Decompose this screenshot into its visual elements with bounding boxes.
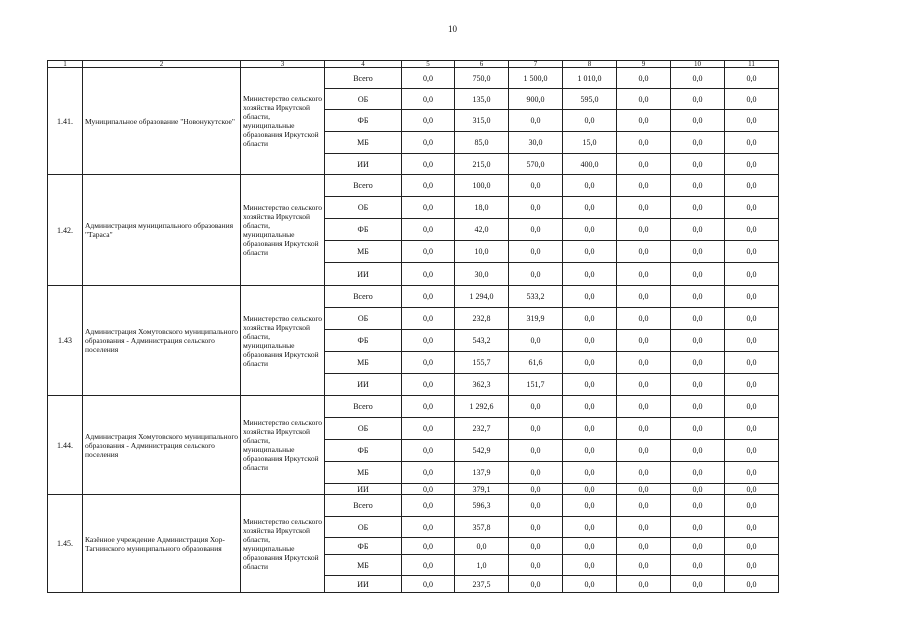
column-number-row — [48, 61, 779, 68]
column-number: 7 — [509, 61, 563, 68]
amount-cell: 0,0 — [402, 462, 455, 484]
amount-cell: 0,0 — [671, 374, 725, 396]
amount-cell: 0,0 — [725, 374, 779, 396]
table-row — [48, 175, 779, 197]
amount-cell: 400,0 — [563, 154, 617, 175]
amount-cell: 0,0 — [617, 352, 671, 374]
responsible-executor: Министерство сельского хозяйства Иркутской области, муниципальные образования Иркутской области — [241, 396, 325, 495]
amount-cell: 0,0 — [509, 110, 563, 132]
funding-source: ОБ — [325, 308, 402, 330]
amount-cell: 30,0 — [509, 132, 563, 154]
row-number: 1.45. — [48, 495, 83, 593]
row-number: 1.44. — [48, 396, 83, 495]
funding-source: МБ — [325, 555, 402, 576]
amount-cell: 0,0 — [617, 263, 671, 286]
amount-cell: 0,0 — [671, 197, 725, 219]
amount-cell: 0,0 — [671, 175, 725, 197]
funding-source: Всего — [325, 68, 402, 89]
row-number: 1.41. — [48, 68, 83, 175]
amount-cell: 0,0 — [402, 495, 455, 517]
amount-cell: 0,0 — [617, 462, 671, 484]
amount-cell: 0,0 — [725, 462, 779, 484]
amount-cell: 0,0 — [563, 555, 617, 576]
amount-cell: 0,0 — [671, 576, 725, 593]
amount-cell: 155,7 — [455, 352, 509, 374]
amount-cell: 0,0 — [617, 517, 671, 538]
funding-source: ФБ — [325, 110, 402, 132]
amount-cell: 0,0 — [563, 495, 617, 517]
funding-source: ОБ — [325, 517, 402, 538]
amount-cell: 0,0 — [509, 330, 563, 352]
amount-cell: 0,0 — [617, 396, 671, 418]
amount-cell: 0,0 — [671, 418, 725, 440]
amount-cell: 215,0 — [455, 154, 509, 175]
row-number: 1.42. — [48, 175, 83, 286]
amount-cell: 0,0 — [509, 197, 563, 219]
amount-cell: 1 500,0 — [509, 68, 563, 89]
amount-cell: 0,0 — [617, 576, 671, 593]
amount-cell: 0,0 — [563, 484, 617, 495]
amount-cell: 0,0 — [402, 110, 455, 132]
amount-cell: 0,0 — [509, 517, 563, 538]
organization-name: Администрация Хомутовского муниципального образования - Администрация сельского поселения — [83, 396, 241, 495]
amount-cell: 237,5 — [455, 576, 509, 593]
funding-source: ИИ — [325, 154, 402, 175]
amount-cell: 1 294,0 — [455, 286, 509, 308]
column-number: 1 — [48, 61, 83, 68]
amount-cell: 0,0 — [563, 241, 617, 263]
amount-cell: 0,0 — [563, 538, 617, 555]
organization-name: Администрация Хомутовского муниципального образования - Администрация сельского поселения — [83, 286, 241, 396]
amount-cell: 0,0 — [671, 263, 725, 286]
table-row — [48, 396, 779, 418]
amount-cell: 0,0 — [725, 175, 779, 197]
funding-source: МБ — [325, 352, 402, 374]
amount-cell: 0,0 — [617, 110, 671, 132]
amount-cell: 0,0 — [671, 219, 725, 241]
amount-cell: 0,0 — [509, 241, 563, 263]
amount-cell: 0,0 — [725, 132, 779, 154]
amount-cell: 0,0 — [617, 175, 671, 197]
amount-cell: 0,0 — [725, 263, 779, 286]
amount-cell: 0,0 — [509, 418, 563, 440]
amount-cell: 0,0 — [617, 241, 671, 263]
funding-source: Всего — [325, 286, 402, 308]
responsible-executor: Министерство сельского хозяйства Иркутской области, муниципальные образования Иркутской области — [241, 495, 325, 593]
amount-cell: 0,0 — [563, 374, 617, 396]
amount-cell: 0,0 — [617, 555, 671, 576]
funding-source: Всего — [325, 175, 402, 197]
column-number: 10 — [671, 61, 725, 68]
amount-cell: 0,0 — [402, 555, 455, 576]
amount-cell: 0,0 — [402, 440, 455, 462]
amount-cell: 1,0 — [455, 555, 509, 576]
amount-cell: 0,0 — [402, 396, 455, 418]
amount-cell: 0,0 — [563, 286, 617, 308]
table-row — [48, 495, 779, 517]
amount-cell: 0,0 — [563, 396, 617, 418]
amount-cell: 0,0 — [617, 484, 671, 495]
amount-cell: 0,0 — [671, 396, 725, 418]
amount-cell: 0,0 — [671, 484, 725, 495]
amount-cell: 85,0 — [455, 132, 509, 154]
amount-cell: 0,0 — [509, 538, 563, 555]
funding-source: ФБ — [325, 330, 402, 352]
column-number: 11 — [725, 61, 779, 68]
column-number: 4 — [325, 61, 402, 68]
amount-cell: 0,0 — [671, 352, 725, 374]
amount-cell: 0,0 — [617, 440, 671, 462]
amount-cell: 0,0 — [402, 263, 455, 286]
amount-cell: 0,0 — [509, 263, 563, 286]
funding-source: ИИ — [325, 576, 402, 593]
amount-cell: 0,0 — [725, 68, 779, 89]
funding-source: ИИ — [325, 484, 402, 495]
amount-cell: 0,0 — [725, 241, 779, 263]
amount-cell: 0,0 — [671, 68, 725, 89]
amount-cell: 0,0 — [671, 495, 725, 517]
amount-cell: 0,0 — [725, 396, 779, 418]
amount-cell: 0,0 — [725, 555, 779, 576]
amount-cell: 0,0 — [617, 418, 671, 440]
amount-cell: 0,0 — [671, 555, 725, 576]
amount-cell: 0,0 — [725, 440, 779, 462]
column-number: 6 — [455, 61, 509, 68]
amount-cell: 0,0 — [671, 517, 725, 538]
amount-cell: 362,3 — [455, 374, 509, 396]
amount-cell: 0,0 — [617, 68, 671, 89]
amount-cell: 0,0 — [402, 219, 455, 241]
amount-cell: 596,3 — [455, 495, 509, 517]
amount-cell: 100,0 — [455, 175, 509, 197]
responsible-executor: Министерство сельского хозяйства Иркутской области, муниципальные образования Иркутской области — [241, 286, 325, 396]
amount-cell: 0,0 — [725, 484, 779, 495]
amount-cell: 0,0 — [725, 330, 779, 352]
amount-cell: 0,0 — [563, 517, 617, 538]
amount-cell: 379,1 — [455, 484, 509, 495]
organization-name: Администрация муниципального образования "Тараса" — [83, 175, 241, 286]
amount-cell: 0,0 — [402, 418, 455, 440]
amount-cell: 0,0 — [509, 484, 563, 495]
amount-cell: 0,0 — [509, 462, 563, 484]
column-number: 5 — [402, 61, 455, 68]
funding-source: МБ — [325, 132, 402, 154]
responsible-executor: Министерство сельского хозяйства Иркутской области, муниципальные образования Иркутской области — [241, 68, 325, 175]
amount-cell: 0,0 — [509, 396, 563, 418]
amount-cell: 0,0 — [617, 495, 671, 517]
amount-cell: 0,0 — [725, 495, 779, 517]
amount-cell: 0,0 — [671, 132, 725, 154]
amount-cell: 357,8 — [455, 517, 509, 538]
amount-cell: 0,0 — [671, 440, 725, 462]
amount-cell: 0,0 — [509, 219, 563, 241]
amount-cell: 0,0 — [402, 538, 455, 555]
amount-cell: 0,0 — [402, 374, 455, 396]
amount-cell: 0,0 — [402, 68, 455, 89]
column-number: 8 — [563, 61, 617, 68]
amount-cell: 0,0 — [402, 576, 455, 593]
amount-cell: 0,0 — [671, 308, 725, 330]
funding-source: ОБ — [325, 89, 402, 110]
amount-cell: 0,0 — [617, 330, 671, 352]
funding-source: ФБ — [325, 538, 402, 555]
amount-cell: 0,0 — [563, 440, 617, 462]
funding-source: ОБ — [325, 418, 402, 440]
column-number: 3 — [241, 61, 325, 68]
amount-cell: 0,0 — [617, 374, 671, 396]
amount-cell: 0,0 — [402, 197, 455, 219]
amount-cell: 0,0 — [509, 576, 563, 593]
amount-cell: 1 010,0 — [563, 68, 617, 89]
funding-source: МБ — [325, 462, 402, 484]
amount-cell: 0,0 — [617, 197, 671, 219]
amount-cell: 0,0 — [563, 418, 617, 440]
amount-cell: 18,0 — [455, 197, 509, 219]
amount-cell: 30,0 — [455, 263, 509, 286]
amount-cell: 0,0 — [563, 576, 617, 593]
amount-cell: 0,0 — [725, 517, 779, 538]
amount-cell: 15,0 — [563, 132, 617, 154]
amount-cell: 0,0 — [671, 241, 725, 263]
amount-cell: 0,0 — [725, 576, 779, 593]
amount-cell: 0,0 — [725, 89, 779, 110]
amount-cell: 319,9 — [509, 308, 563, 330]
amount-cell: 542,9 — [455, 440, 509, 462]
amount-cell: 0,0 — [563, 197, 617, 219]
amount-cell: 0,0 — [402, 175, 455, 197]
amount-cell: 0,0 — [402, 132, 455, 154]
amount-cell: 151,7 — [509, 374, 563, 396]
amount-cell: 0,0 — [617, 308, 671, 330]
amount-cell: 0,0 — [402, 484, 455, 495]
funding-source: ФБ — [325, 219, 402, 241]
budget-table — [47, 60, 779, 593]
amount-cell: 0,0 — [563, 110, 617, 132]
amount-cell: 0,0 — [725, 110, 779, 132]
amount-cell: 42,0 — [455, 219, 509, 241]
amount-cell: 315,0 — [455, 110, 509, 132]
amount-cell: 0,0 — [402, 154, 455, 175]
amount-cell: 0,0 — [617, 286, 671, 308]
amount-cell: 0,0 — [402, 286, 455, 308]
amount-cell: 750,0 — [455, 68, 509, 89]
amount-cell: 0,0 — [509, 495, 563, 517]
amount-cell: 135,0 — [455, 89, 509, 110]
amount-cell: 0,0 — [402, 517, 455, 538]
organization-name: Муниципальное образование "Новонукутское" — [83, 68, 241, 175]
column-number: 2 — [83, 61, 241, 68]
amount-cell: 0,0 — [455, 538, 509, 555]
amount-cell: 0,0 — [563, 352, 617, 374]
funding-source: Всего — [325, 396, 402, 418]
amount-cell: 533,2 — [509, 286, 563, 308]
amount-cell: 0,0 — [402, 352, 455, 374]
amount-cell: 0,0 — [671, 538, 725, 555]
amount-cell: 0,0 — [509, 175, 563, 197]
amount-cell: 137,9 — [455, 462, 509, 484]
amount-cell: 0,0 — [617, 538, 671, 555]
amount-cell: 0,0 — [402, 89, 455, 110]
funding-source: ОБ — [325, 197, 402, 219]
amount-cell: 0,0 — [617, 89, 671, 110]
amount-cell: 0,0 — [563, 263, 617, 286]
amount-cell: 543,2 — [455, 330, 509, 352]
organization-name: Казённое учреждение Администрация Хор-Тагнинского муниципального образования — [83, 495, 241, 593]
amount-cell: 0,0 — [725, 308, 779, 330]
amount-cell: 0,0 — [725, 286, 779, 308]
amount-cell: 10,0 — [455, 241, 509, 263]
amount-cell: 0,0 — [509, 440, 563, 462]
amount-cell: 0,0 — [402, 241, 455, 263]
funding-source: ИИ — [325, 263, 402, 286]
amount-cell: 0,0 — [563, 462, 617, 484]
column-number: 9 — [617, 61, 671, 68]
amount-cell: 0,0 — [725, 538, 779, 555]
amount-cell: 0,0 — [671, 286, 725, 308]
amount-cell: 61,6 — [509, 352, 563, 374]
amount-cell: 595,0 — [563, 89, 617, 110]
amount-cell: 0,0 — [617, 132, 671, 154]
amount-cell: 0,0 — [725, 197, 779, 219]
amount-cell: 0,0 — [509, 555, 563, 576]
amount-cell: 0,0 — [725, 154, 779, 175]
amount-cell: 0,0 — [725, 219, 779, 241]
amount-cell: 232,8 — [455, 308, 509, 330]
amount-cell: 0,0 — [563, 330, 617, 352]
funding-source: Всего — [325, 495, 402, 517]
amount-cell: 0,0 — [563, 175, 617, 197]
amount-cell: 0,0 — [671, 462, 725, 484]
amount-cell: 0,0 — [402, 330, 455, 352]
row-number: 1.43 — [48, 286, 83, 396]
amount-cell: 0,0 — [725, 352, 779, 374]
amount-cell: 570,0 — [509, 154, 563, 175]
amount-cell: 0,0 — [617, 154, 671, 175]
responsible-executor: Министерство сельского хозяйства Иркутской области, муниципальные образования Иркутской области — [241, 175, 325, 286]
table-row — [48, 68, 779, 89]
amount-cell: 0,0 — [671, 110, 725, 132]
amount-cell: 0,0 — [725, 418, 779, 440]
amount-cell: 0,0 — [671, 154, 725, 175]
amount-cell: 0,0 — [617, 219, 671, 241]
amount-cell: 232,7 — [455, 418, 509, 440]
table-row — [48, 286, 779, 308]
amount-cell: 1 292,6 — [455, 396, 509, 418]
amount-cell: 0,0 — [671, 89, 725, 110]
amount-cell: 0,0 — [402, 308, 455, 330]
funding-source: МБ — [325, 241, 402, 263]
funding-source: ИИ — [325, 374, 402, 396]
amount-cell: 0,0 — [563, 219, 617, 241]
page-number: 10 — [448, 24, 457, 34]
amount-cell: 0,0 — [671, 330, 725, 352]
funding-source: ФБ — [325, 440, 402, 462]
amount-cell: 0,0 — [563, 308, 617, 330]
amount-cell: 900,0 — [509, 89, 563, 110]
